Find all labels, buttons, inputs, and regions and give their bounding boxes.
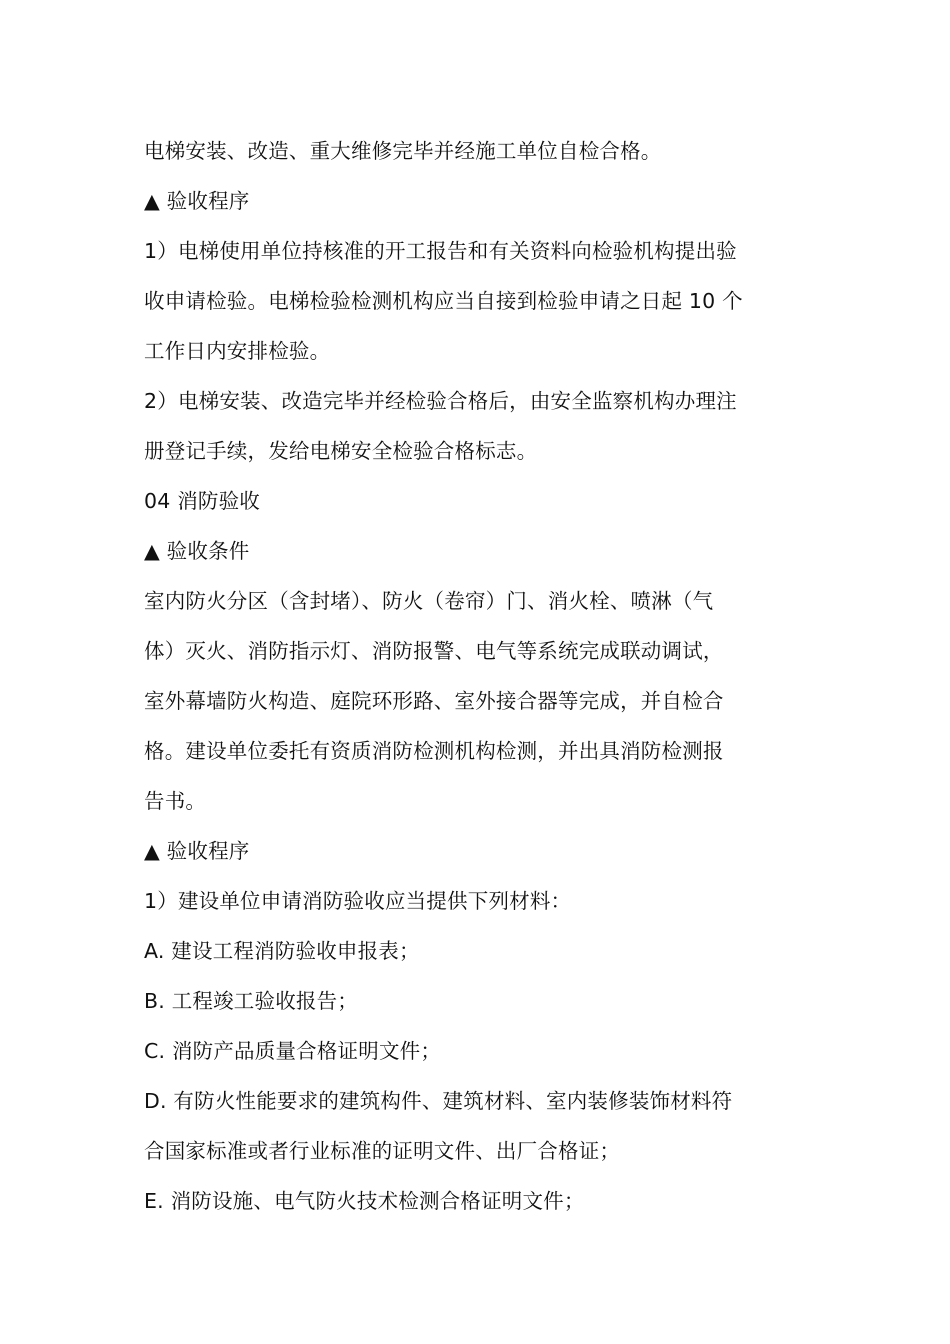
paragraph-line: 工作日内安排检验。 xyxy=(144,339,331,363)
list-item: C. 消防产品质量合格证明文件； xyxy=(144,1039,442,1063)
paragraph-line: 1）电梯使用单位持核准的开工报告和有关资料向检验机构提出验 xyxy=(144,239,737,263)
paragraph-line: 室内防火分区（含封堵）、防火（卷帘）门、消火栓、喷淋（气 xyxy=(144,589,714,613)
paragraph-line: 室外幕墙防火构造、庭院环形路、室外接合器等完成，并自检合 xyxy=(144,689,724,713)
list-item: B. 工程竣工验收报告； xyxy=(144,989,358,1013)
section-heading: ▲ 验收程序 xyxy=(144,839,250,863)
list-item: D. 有防火性能要求的建筑构件、建筑材料、室内装修装饰材料符 xyxy=(144,1089,733,1113)
chapter-heading: 04 消防验收 xyxy=(144,489,261,513)
section-heading: ▲ 验收程序 xyxy=(144,189,250,213)
section-heading: ▲ 验收条件 xyxy=(144,539,250,563)
paragraph-line: 收申请检验。电梯检验检测机构应当自接到检验申请之日起 10 个 xyxy=(144,289,743,313)
paragraph-line: 电梯安装、改造、重大维修完毕并经施工单位自检合格。 xyxy=(144,139,662,163)
document-body xyxy=(144,126,808,1226)
paragraph-line: 告书。 xyxy=(144,789,207,813)
paragraph-line: 册登记手续，发给电梯安全检验合格标志。 xyxy=(144,439,538,463)
paragraph-line: 2）电梯安装、改造完毕并经检验合格后，由安全监察机构办理注 xyxy=(144,389,737,413)
paragraph-line: 体）灭火、消防指示灯、消防报警、电气等系统完成联动调试， xyxy=(144,639,724,663)
paragraph-line: 1）建设单位申请消防验收应当提供下列材料： xyxy=(144,889,572,913)
list-item-continuation: 合国家标准或者行业标准的证明文件、出厂合格证； xyxy=(144,1139,621,1163)
paragraph-line: 格。建设单位委托有资质消防检测机构检测，并出具消防检测报 xyxy=(144,739,724,763)
list-item: A. 建设工程消防验收申报表； xyxy=(144,939,420,963)
list-item: E. 消防设施、电气防火技术检测合格证明文件； xyxy=(144,1189,585,1213)
